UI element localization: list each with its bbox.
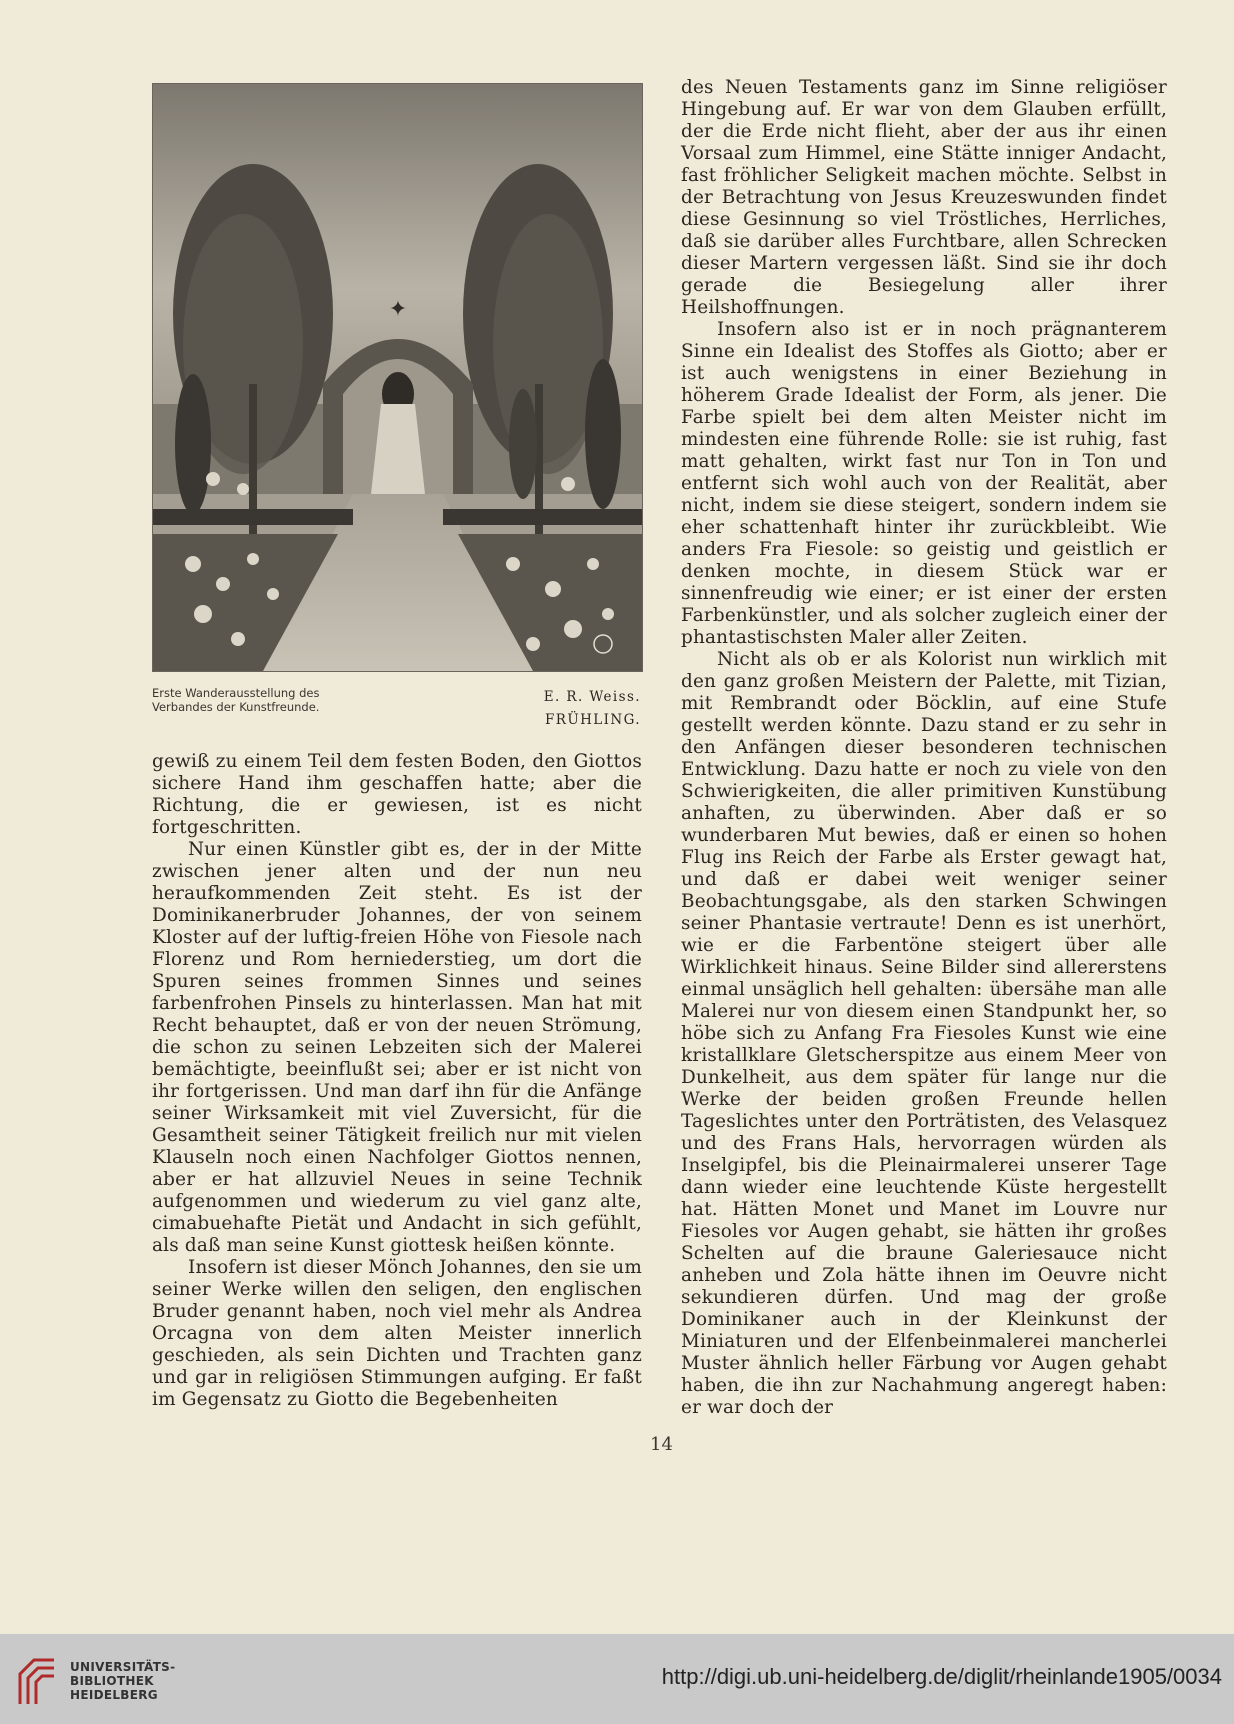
library-name-line: UNIVERSITÄTS-	[70, 1660, 176, 1674]
page-number: 14	[650, 1434, 673, 1455]
text-column-left	[152, 751, 642, 1411]
figure-caption-exhibition	[152, 686, 412, 714]
garden-painting-illustration	[153, 84, 642, 671]
text-column-right	[681, 77, 1167, 1419]
paragraph: des Neuen Testaments ganz im Sinne religiöser Hingebung auf. Er war von dem Glauben erfüllt, der die Erde nicht flieht, aber der aus ihr einen Vorsaal zum Himmel, eine Stätte inniger Andacht, fast fröhlicher Seligkeit machen möchte. Selbst in der Betrachtung von Jesus Kreuzeswunden findet diese Gesinnung so viel Tröstliches, Herrliches, daß sie darüber alles Furchtbare, allen Schrecken dieser Martern vergessen läßt. Sind sie ihr doch gerade die Besiegelung aller ihrer Heilshoffnungen.	[681, 77, 1167, 318]
figure-caption-artwork	[500, 686, 641, 732]
paragraph: gewiß zu einem Teil dem festen Boden, den Giottos sichere Hand ihm geschaffen hatte; aber die Richtung, die er gewiesen, ist es nicht fortgeschritten.	[152, 751, 642, 838]
library-logo-icon	[14, 1654, 60, 1710]
library-name	[70, 1660, 175, 1702]
svg-text:✦: ✦	[388, 297, 408, 322]
paragraph: Insofern also ist er in noch prägnanterem Sinne ein Idealist des Stoffes als Giotto; aber er ist auch wenigstens in einer Beziehung in höherem Grade Idealist der Form, als jener. Die Farbe spielt bei dem alten Meister nicht im mindesten eine führende Rolle: sie ist ruhig, fast matt gehalten, wirkt fast nur Ton in Ton und entfernt sich wohl auch von der Realität, aber nicht, indem sie diese steigert, sondern indem sie eher schattenhaft hinter ihr zurückbleibt. Wie anders Fra Fiesole: so geistig und geistlich er denken mochte, in diesem Stück war er sinnenfreudig wie einer; er ist einer der ersten Farbenkünstler, und als solcher zugleich einer der phantastischsten Maler aller Zeiten.	[681, 319, 1167, 648]
artwork-title: FRÜHLING.	[545, 712, 641, 728]
source-url-link[interactable]: http://digi.ub.uni-heidelberg.de/diglit/rheinlande1905/0034	[661, 1664, 1222, 1689]
caption-line: Erste Wanderausstellung des	[152, 686, 320, 700]
library-name-line: BIBLIOTHEK	[70, 1674, 154, 1688]
painting-fruehling	[152, 83, 643, 672]
paragraph: Insofern ist dieser Mönch Johannes, den sie um seiner Werke willen den seligen, den englischen Bruder genannt haben, noch viel mehr als Andrea Orcagna von dem alten Meister innerlich geschieden, als sein Dichten und Trachten ganz und gar in religiösen Stimmungen aufging. Er faßt im Gegensatz zu Giotto die Begebenheiten	[152, 1257, 642, 1410]
artist-name: E. R. Weiss.	[543, 689, 641, 705]
paragraph: Nur einen Künstler gibt es, der in der Mitte zwischen jener alten und der nun neu heraufkommenden Zeit steht. Es ist der Dominikanerbruder Johannes, der von seinem Kloster auf der luftig-freien Höhe von Fiesole nach Florenz und Rom herniederstieg, um dort die Spuren seines frommen Sinnes und seines farbenfrohen Pinsels zu hinterlassen. Man hat mit Recht behauptet, daß er von der neuen Strömung, die schon zu seinen Lebzeiten sich der Malerei bemächtigte, beeinflußt sei; aber er ist nicht von ihr fortgerissen. Und man darf ihn für die Anfänge seiner Wirksamkeit mit viel Zuversicht, für die Gesamtheit seiner Tätigkeit freilich nur mit vielen Klauseln noch einen Nachfolger Giottos nennen, aber er hat allzuviel Neues in seine Technik aufgenommen und wiederum zu viel ganz alte, cimabuehafte Pietät und Andacht in sich gefühlt, als daß man seine Kunst giottesk heißen könnte.	[152, 839, 642, 1256]
library-name-line: HEIDELBERG	[70, 1688, 158, 1702]
library-footer-bar	[0, 1634, 1234, 1724]
paragraph: Nicht als ob er als Kolorist nun wirklich mit den ganz großen Meistern der Palette, mit Tizian, mit Rembrandt oder Böcklin, auf eine Stufe gestellt werden könnte. Dazu stand er zu sehr in den Anfängen dieser besonderen technischen Entwicklung. Dazu hatte er noch zu viele von den Schwierigkeiten, die aller primitiven Kunstübung anhaften, zu überwinden. Aber daß er so wunderbaren Mut bewies, daß er einen so hohen Flug ins Reich der Farbe als Erster gewagt hat, und daß er dabei weit weniger seiner Beobachtungsgabe, als den starken Schwingen seiner Phantasie vertraute! Denn es ist unerhört, wie er die Farbentöne steigert über alle Wirklichkeit hinaus. Seine Bilder sind allererstens einmal unsäglich hell gehalten: übersähe man alle Malerei nur von diesem einen Standpunkt her, so höbe sich zu Anfang Fra Fiesoles Kunst wie eine kristallklare Gletscherspitze aus einem Meer von Dunkelheit, aus dem später für lange nur die Werke der beiden großen Freunde hellen Tageslichtes unter den Porträtisten, des Velasquez und des Frans Hals, hervorragen würden als Inselgipfel, bis die Pleinairmalerei unserer Tage dann wieder eine leuchtende Küste hergestellt hat. Hätten Monet und Manet im Louvre nur Fiesoles vor Augen gehabt, sie hätten ihr großes Schelten auf die braune Galeriesauce nicht anheben und Zola hätte ihnen im Oeuvre nicht sekundieren dürfen. Und mag der große Dominikaner auch in der Kleinkunst der Miniaturen und der Elfenbeinmalerei mancherlei Muster ähnlich heller Färbung vor Augen gehabt haben, die ihn zur Nachahmung angeregt haben: er war doch der	[681, 649, 1167, 1418]
caption-line: Verbandes der Kunstfreunde.	[152, 700, 320, 714]
